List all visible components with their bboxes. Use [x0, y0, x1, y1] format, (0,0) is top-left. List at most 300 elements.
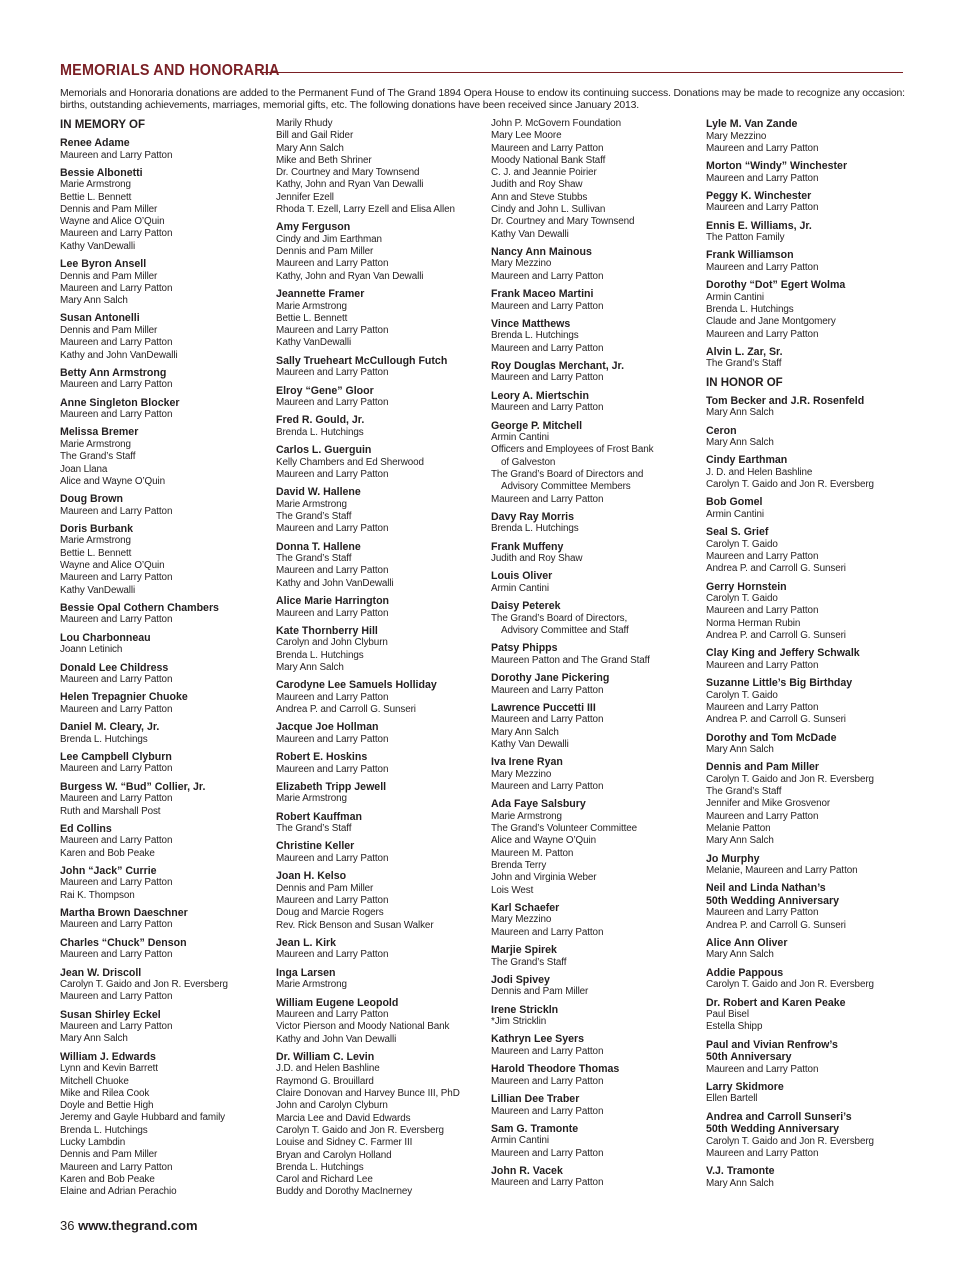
- donor-name: Jennifer Ezell: [276, 191, 334, 203]
- donor-name: Mary Mezzino: [491, 768, 552, 780]
- honoree-entry: [60, 493, 272, 518]
- donor-name: The Grand’s Staff: [491, 956, 567, 968]
- donor-name: Maureen and Larry Patton: [706, 659, 819, 671]
- donor-name: Maureen and Larry Patton: [60, 505, 173, 517]
- donor-name: of Galveston: [501, 456, 556, 468]
- honoree-name: Alvin L. Zar, Sr.: [706, 345, 783, 358]
- honoree-entry: [60, 523, 272, 597]
- honoree-name: John R. Vacek: [491, 1164, 563, 1177]
- donor-name: Paul Bisel: [706, 1009, 749, 1021]
- donor-name: Maureen and Larry Patton: [276, 565, 389, 577]
- honoree-name: Karl Schaefer: [491, 901, 560, 914]
- donor-name: John and Carolyn Clyburn: [276, 1100, 388, 1112]
- honoree-entry: [60, 426, 272, 488]
- donor-name: Alice and Wayne O’Quin: [491, 835, 597, 847]
- donor-name: Carolyn T. Gaido and Jon R. Eversberg: [276, 1124, 444, 1136]
- donor-name: Ellen Bartell: [706, 1093, 758, 1105]
- donor-name: Melanie Patton: [706, 823, 771, 834]
- honoree-entry: [706, 118, 918, 155]
- donor-name: Maureen and Larry Patton: [60, 228, 173, 240]
- honoree-name: Christine Keller: [276, 840, 355, 853]
- donor-name: Carolyn T. Gaido: [706, 538, 778, 550]
- honoree-name: Larry Skidmore: [706, 1080, 784, 1093]
- honoree-name: Leory A. Miertschin: [491, 389, 589, 402]
- donor-name: Kathy VanDewalli: [276, 337, 352, 349]
- honoree-entry: [276, 967, 488, 992]
- donor-name: Andrea P. and Carroll G. Sunseri: [706, 919, 846, 931]
- donor-name: Marie Armstrong: [276, 793, 347, 805]
- donor-name: Carolyn T. Gaido: [706, 689, 778, 701]
- donor-name: Marie Armstrong: [60, 179, 131, 191]
- honoree-name: Betty Ann Armstrong: [60, 366, 167, 379]
- donor-name: Maureen and Larry Patton: [276, 691, 389, 703]
- donor-name: Mitchell Chuoke: [60, 1075, 129, 1087]
- donor-name: Jennifer and Mike Grosvenor: [706, 798, 831, 810]
- honoree-entry: [60, 865, 272, 902]
- column-4: [706, 118, 918, 1195]
- donor-name: The Grand’s Board of Directors,: [491, 612, 628, 624]
- honoree-entry: [60, 823, 272, 860]
- donor-name: Maureen M. Patton: [491, 847, 574, 859]
- honoree-entry: [491, 974, 703, 999]
- honoree-entry: [491, 246, 703, 283]
- honoree-name: Doris Burbank: [60, 522, 133, 535]
- donor-name: The Grand’s Staff: [276, 511, 352, 523]
- donor-name: The Grand’s Staff: [276, 823, 352, 835]
- honoree-name: Sam G. Tramonte: [491, 1122, 579, 1135]
- honoree-name: Burgess W. “Bud” Collier, Jr.: [60, 780, 206, 793]
- donor-name: Lucky Lambdin: [60, 1137, 126, 1149]
- donor-name: Maureen and Larry Patton: [491, 926, 604, 938]
- donor-name: Mary Ann Salch: [491, 726, 559, 738]
- honoree-name: Sally Trueheart McCullough Futch: [276, 354, 448, 367]
- donor-name: Bettie L. Bennett: [60, 191, 132, 203]
- donor-name: Marily Rhudy: [276, 118, 333, 129]
- honoree-name: Jodi Spivey: [491, 973, 550, 986]
- honoree-name: Fred R. Gould, Jr.: [276, 414, 365, 427]
- column-2: [276, 118, 488, 1204]
- honoree-entry: [706, 346, 918, 371]
- honoree-name: Bessie Albonetti: [60, 166, 143, 179]
- donor-name: Carol and Richard Lee: [276, 1174, 373, 1186]
- honoree-name: Cindy Earthman: [706, 454, 788, 467]
- donor-name: Kathy and John VanDewalli: [276, 577, 394, 589]
- donor-name: Dr. Courtney and Mary Townsend: [276, 167, 420, 179]
- donor-name: John P. McGovern Foundation: [491, 118, 621, 129]
- donor-name: Karen and Bob Peake: [60, 847, 155, 859]
- donor-name: Carolyn T. Gaido and Jon R. Eversberg: [706, 773, 874, 785]
- donor-name: Joan Llana: [60, 463, 108, 475]
- donor-name: The Grand’s Staff: [60, 451, 136, 463]
- donor-name: Carolyn T. Gaido and Jon R. Eversberg: [706, 1135, 874, 1147]
- honoree-name: Alice Marie Harrington: [276, 595, 390, 608]
- honoree-name: Inga Larsen: [276, 966, 336, 979]
- donor-name: Maureen and Larry Patton: [60, 835, 173, 847]
- honoree-name: David W. Hallene: [276, 486, 361, 499]
- donor-name: Marie Armstrong: [276, 300, 347, 312]
- donor-name: Maureen and Larry Patton: [491, 1177, 604, 1189]
- donor-name: Joann Letinich: [60, 644, 123, 656]
- honoree-entry: [706, 496, 918, 521]
- honoree-entry: [491, 390, 703, 415]
- honoree-entry: [706, 395, 918, 420]
- honoree-entry: [491, 511, 703, 536]
- honoree-name: Lou Charbonneau: [60, 631, 151, 644]
- donor-name: Maureen and Larry Patton: [60, 282, 173, 294]
- donor-name: Ruth and Marshall Post: [60, 805, 161, 817]
- honoree-name: Bessie Opal Cothern Chambers: [60, 601, 219, 614]
- section-heading: IN HONOR OF: [706, 376, 783, 389]
- donor-name: Maureen and Larry Patton: [60, 703, 173, 715]
- honoree-name: Harold Theodore Thomas: [491, 1063, 620, 1076]
- donor-name: Kathy, John and Ryan Van Dewalli: [276, 270, 424, 282]
- page-header: [60, 62, 903, 84]
- donor-name: Kathy VanDewalli: [60, 240, 136, 252]
- donor-name: Maureen and Larry Patton: [491, 1147, 604, 1159]
- donor-name: Rev. Rick Benson and Susan Walker: [276, 919, 434, 931]
- honoree-entry: [491, 360, 703, 385]
- honoree-name: Ceron: [706, 424, 737, 437]
- donor-name: C. J. and Jeannie Poirier: [491, 167, 597, 179]
- honoree-name: Jo Murphy: [706, 852, 760, 865]
- honoree-name: Dorothy “Dot” Egert Wolma: [706, 279, 846, 292]
- donor-name: Karen and Bob Peake: [60, 1173, 155, 1185]
- donor-name: Maureen and Larry Patton: [60, 1021, 173, 1033]
- honoree-entry: [60, 721, 272, 746]
- honoree-name: Elizabeth Tripp Jewell: [276, 780, 387, 793]
- honoree-name: Clay King and Jeffery Schwalk: [706, 647, 860, 660]
- honoree-name: Suzanne Little’s Big Birthday: [706, 677, 853, 690]
- honoree-entry: [706, 279, 918, 341]
- donor-name: Mary Ann Salch: [706, 1177, 774, 1189]
- honoree-entry: [706, 160, 918, 185]
- honoree-entry: [276, 840, 488, 865]
- honoree-name: Lawrence Puccetti III: [491, 701, 596, 714]
- honoree-name: Neil and Linda Nathan’s 50th Wedding Anniversary: [706, 882, 840, 907]
- donor-name: Marcia Lee and David Edwards: [276, 1112, 411, 1124]
- honoree-name: Kathryn Lee Syers: [491, 1033, 585, 1046]
- donor-name: Alice and Wayne O’Quin: [60, 475, 166, 487]
- donor-name: Victor Pierson and Moody National Bank: [276, 1021, 450, 1033]
- donor-name: Maureen and Larry Patton: [706, 907, 819, 919]
- honoree-entry: [706, 937, 918, 962]
- honoree-name: V.J. Tramonte: [706, 1165, 775, 1178]
- donor-name: Mary Ann Salch: [276, 661, 344, 673]
- section-heading: IN MEMORY OF: [60, 119, 145, 131]
- honoree-name: Melissa Bremer: [60, 426, 139, 439]
- donor-name: Maureen and Larry Patton: [60, 877, 173, 889]
- honoree-entry: [706, 1039, 918, 1076]
- honoree-entry: [491, 642, 703, 667]
- honoree-entry: [706, 732, 918, 757]
- honoree-entry: [60, 781, 272, 818]
- donor-name: Maureen and Larry Patton: [491, 142, 604, 154]
- donor-name: Armin Cantini: [491, 582, 549, 594]
- honoree-name: Carlos L. Guerguin: [276, 444, 372, 457]
- donor-name: Maureen and Larry Patton: [60, 409, 173, 421]
- honoree-name: Amy Ferguson: [276, 221, 351, 234]
- donor-name: Armin Cantini: [706, 291, 764, 303]
- donor-name: Maureen and Larry Patton: [276, 258, 389, 270]
- donor-name: J. D. and Helen Bashline: [706, 466, 813, 478]
- donor-name: Carolyn T. Gaido: [706, 593, 778, 605]
- donor-name: Andrea P. and Carroll G. Sunseri: [706, 563, 846, 575]
- column-1: [60, 118, 272, 1204]
- honoree-entry: [706, 677, 918, 726]
- donor-name: Cindy and Jim Earthman: [276, 233, 382, 245]
- donor-name: Doyle and Bettie High: [60, 1100, 154, 1112]
- website-link[interactable]: www.thegrand.com: [78, 1218, 198, 1233]
- honoree-name: Anne Singleton Blocker: [60, 396, 180, 409]
- donor-name: Carolyn T. Gaido and Jon R. Eversberg: [706, 479, 874, 491]
- donor-name: Maureen and Larry Patton: [276, 949, 389, 961]
- donor-name: Wayne and Alice O’Quin: [60, 216, 165, 228]
- honoree-name: Carodyne Lee Samuels Holliday: [276, 679, 437, 692]
- honoree-name: Dorothy Jane Pickering: [491, 672, 610, 685]
- donor-name: Kathy Van Dewalli: [491, 739, 569, 750]
- honoree-name: Donna T. Hallene: [276, 540, 361, 553]
- honoree-entry: [491, 756, 703, 793]
- donor-name: John and Virginia Weber: [491, 872, 597, 884]
- donor-name: Bill and Gail Rider: [276, 130, 354, 142]
- honoree-entry: [276, 444, 488, 481]
- honoree-entry: [276, 221, 488, 283]
- donor-name: Cindy and John L. Sullivan: [491, 204, 606, 216]
- donor-name: Maureen and Larry Patton: [491, 342, 604, 354]
- honoree-name: Jean W. Driscoll: [60, 966, 142, 979]
- honoree-entry: [706, 1165, 918, 1190]
- honoree-entry: [491, 944, 703, 969]
- donor-name: Wayne and Alice O’Quin: [60, 560, 165, 572]
- honoree-name: Andrea and Carroll Sunseri’s 50th Wedding Anniversary: [706, 1110, 852, 1136]
- honoree-name: Bob Gomel: [706, 496, 763, 509]
- donor-name: Andrea P. and Carroll G. Sunseri: [706, 714, 846, 726]
- donor-name: The Grand’s Board of Directors and: [491, 468, 644, 480]
- donor-name: Mike and Beth Shriner: [276, 154, 372, 166]
- donor-name: J.D. and Helen Bashline: [276, 1063, 380, 1075]
- honoree-name: Helen Trepagnier Chuoke: [60, 691, 188, 704]
- donor-name: Dennis and Pam Miller: [60, 270, 158, 282]
- donor-name: Maureen and Larry Patton: [60, 763, 173, 775]
- honoree-entry: [491, 600, 703, 637]
- donor-name: Maureen and Larry Patton: [491, 300, 604, 312]
- donor-name: Maureen and Larry Patton: [60, 949, 173, 961]
- donor-name: Advisory Committee Members: [501, 481, 631, 493]
- donor-name: Ann and Steve Stubbs: [491, 191, 588, 203]
- honoree-entry: [60, 662, 272, 687]
- donor-name: Maureen and Larry Patton: [60, 337, 173, 349]
- page-footer: [60, 1218, 198, 1233]
- honoree-entry: [276, 288, 488, 350]
- donor-name: Advisory Committee and Staff: [501, 625, 629, 637]
- honoree-entry: [276, 118, 488, 216]
- donor-name: Maureen and Larry Patton: [706, 1063, 819, 1075]
- donor-name: Brenda L. Hutchings: [60, 1124, 148, 1136]
- honoree-entry: [60, 1051, 272, 1199]
- honoree-name: Irene Strickln: [491, 1003, 559, 1016]
- honoree-entry: [491, 702, 703, 751]
- honoree-entry: [60, 1009, 272, 1046]
- donor-name: Maureen and Larry Patton: [276, 325, 389, 337]
- donor-name: Maureen and Larry Patton: [706, 551, 819, 563]
- donor-name: Maureen and Larry Patton: [60, 674, 173, 686]
- honoree-name: Susan Antonelli: [60, 312, 140, 325]
- honoree-entry: [706, 249, 918, 274]
- honoree-entry: [276, 355, 488, 380]
- donor-name: Kathy VanDewalli: [60, 584, 136, 596]
- honoree-entry: [276, 1051, 488, 1199]
- honoree-entry: [706, 967, 918, 992]
- donor-name: Officers and Employees of Frost Bank: [491, 444, 654, 456]
- intro-paragraph: Memorials and Honoraria donations are added to the Permanent Fund of The Grand 1894 Opera House to endow its continuing success. Donations may be made to recognize any occasion: births, outstanding achievements, marriages, memorial gifts, etc. The following donations have been received since January 2013.: [60, 88, 905, 111]
- donor-name: Brenda L. Hutchings: [706, 304, 794, 316]
- honoree-name: Tom Becker and J.R. Rosenfeld: [706, 394, 865, 407]
- honoree-entry: [706, 1111, 918, 1161]
- donor-name: Maureen and Larry Patton: [60, 793, 173, 805]
- honoree-entry: [491, 541, 703, 566]
- honoree-entry: [491, 1063, 703, 1088]
- honoree-name: Charles “Chuck” Denson: [60, 936, 187, 949]
- donor-name: Brenda L. Hutchings: [491, 523, 579, 535]
- donor-name: Carolyn and John Clyburn: [276, 637, 388, 649]
- donor-name: Maureen and Larry Patton: [706, 202, 819, 214]
- honoree-name: Frank Williamson: [706, 249, 794, 262]
- honoree-name: Elroy “Gene” Gloor: [276, 384, 374, 397]
- donor-name: Rhoda T. Ezell, Larry Ezell and Elisa Allen: [276, 204, 455, 216]
- honoree-name: Jeannette Framer: [276, 288, 365, 301]
- donor-name: Maureen and Larry Patton: [276, 733, 389, 745]
- honoree-name: Ed Collins: [60, 822, 112, 835]
- honoree-entry: [60, 602, 272, 627]
- donor-name: Maureen and Larry Patton: [491, 684, 604, 696]
- donor-name: Moody National Bank Staff: [491, 154, 606, 166]
- donor-name: Raymond G. Brouillard: [276, 1075, 374, 1087]
- donor-name: Dennis and Pam Miller: [60, 1149, 158, 1161]
- honoree-name: Susan Shirley Eckel: [60, 1008, 161, 1021]
- honoree-entry: [706, 526, 918, 575]
- honoree-entry: [276, 811, 488, 836]
- donor-name: Armin Cantini: [706, 508, 764, 520]
- donor-name: Mary Mezzino: [491, 914, 552, 926]
- donor-name: Carolyn T. Gaido and Jon R. Eversberg: [706, 979, 874, 991]
- donor-name: Maureen and Larry Patton: [491, 372, 604, 384]
- honoree-entry: [60, 167, 272, 253]
- honoree-name: Alice Ann Oliver: [706, 936, 788, 949]
- honoree-name: Robert Kauffman: [276, 810, 362, 823]
- donor-name: Marie Armstrong: [276, 979, 347, 991]
- donor-name: Maureen and Larry Patton: [706, 328, 819, 340]
- donor-name: Maureen and Larry Patton: [706, 605, 819, 617]
- honoree-entry: [276, 385, 488, 410]
- honoree-entry: [60, 397, 272, 422]
- donor-name: Jeremy and Gayle Hubbard and family: [60, 1112, 226, 1124]
- honoree-name: Gerry Hornstein: [706, 580, 787, 593]
- donor-name: Bettie L. Bennett: [60, 547, 132, 559]
- honoree-entry: [276, 721, 488, 746]
- donor-name: Elaine and Adrian Perachio: [60, 1186, 177, 1198]
- donor-name: Dr. Courtney and Mary Townsend: [491, 216, 635, 228]
- honoree-entry: [276, 679, 488, 716]
- donor-name: Mary Lee Moore: [491, 130, 562, 142]
- honoree-name: Donald Lee Childress: [60, 661, 169, 674]
- honoree-entry: [706, 882, 918, 932]
- donor-name: Judith and Roy Shaw: [491, 553, 583, 565]
- honoree-name: Renee Adame: [60, 137, 130, 149]
- donor-name: Mary Ann Salch: [60, 1033, 128, 1045]
- honoree-entry: [706, 647, 918, 672]
- honoree-entry: [60, 312, 272, 361]
- donor-name: Marie Armstrong: [60, 535, 131, 547]
- donor-name: Carolyn T. Gaido and Jon R. Eversberg: [60, 979, 228, 991]
- donor-name: The Grand’s Staff: [706, 786, 782, 798]
- donor-name: Dennis and Pam Miller: [491, 986, 589, 998]
- donor-name: Maureen and Larry Patton: [60, 1161, 173, 1173]
- donor-name: Armin Cantini: [491, 432, 549, 444]
- honoree-name: Frank Maceo Martini: [491, 288, 594, 301]
- donor-name: Armin Cantini: [491, 1135, 549, 1147]
- honoree-name: Louis Oliver: [491, 570, 553, 583]
- donor-name: Kathy, John and Ryan Van Dewalli: [276, 179, 424, 191]
- honoree-entry: [276, 997, 488, 1046]
- honoree-entry: [706, 761, 918, 847]
- donor-name: Maureen and Larry Patton: [491, 1045, 604, 1057]
- donor-name: The Grand’s Staff: [706, 358, 782, 370]
- donor-name: Brenda L. Hutchings: [491, 330, 579, 342]
- donor-name: Mary Ann Salch: [706, 949, 774, 961]
- donor-name: Melanie, Maureen and Larry Patton: [706, 865, 858, 877]
- honoree-entry: [491, 798, 703, 897]
- honoree-name: Ada Faye Salsbury: [491, 798, 586, 811]
- donor-name: Maureen and Larry Patton: [491, 493, 604, 505]
- donor-name: Marie Armstrong: [276, 498, 347, 510]
- honoree-entry: [491, 118, 703, 241]
- donor-name: Andrea P. and Carroll G. Sunseri: [706, 630, 846, 642]
- honoree-entry: [706, 997, 918, 1034]
- donor-name: Marie Armstrong: [60, 438, 131, 450]
- donor-name: Dennis and Pam Miller: [60, 324, 158, 336]
- honoree-entry: [60, 258, 272, 307]
- page-number: 36: [60, 1218, 75, 1233]
- page-title: MEMORIALS AND HONORARIA: [60, 62, 280, 79]
- honoree-entry: [276, 541, 488, 590]
- honoree-entry: [491, 288, 703, 313]
- donor-name: Maureen and Larry Patton: [60, 379, 173, 391]
- donor-name: Mary Ann Salch: [706, 744, 774, 756]
- donor-name: Maureen and Larry Patton: [60, 149, 173, 161]
- donor-name: Brenda Terry: [491, 860, 547, 872]
- donor-name: Maureen and Larry Patton: [276, 367, 389, 379]
- donor-name: Dennis and Pam Miller: [276, 246, 374, 258]
- honoree-entry: [60, 967, 272, 1004]
- donor-name: Maureen and Larry Patton: [491, 781, 604, 793]
- honoree-name: George P. Mitchell: [491, 419, 583, 432]
- honoree-name: Lillian Dee Traber: [491, 1093, 580, 1106]
- donor-name: Maureen and Larry Patton: [276, 1009, 389, 1021]
- honoree-entry: [276, 595, 488, 620]
- donor-name: Maureen and Larry Patton: [60, 572, 173, 584]
- honoree-entry: [706, 190, 918, 215]
- donor-name: Maureen and Larry Patton: [276, 468, 389, 480]
- donor-name: Dennis and Pam Miller: [276, 882, 374, 894]
- donor-name: Dennis and Pam Miller: [60, 203, 158, 215]
- honoree-entry: [706, 1081, 918, 1106]
- donor-name: The Grand’s Volunteer Committee: [491, 823, 638, 835]
- donor-name: Mary Ann Salch: [706, 437, 774, 449]
- donor-name: Mary Ann Salch: [706, 835, 774, 847]
- donor-name: Maureen and Larry Patton: [491, 714, 604, 726]
- honoree-entry: [491, 1165, 703, 1190]
- honoree-name: Robert E. Hoskins: [276, 751, 368, 764]
